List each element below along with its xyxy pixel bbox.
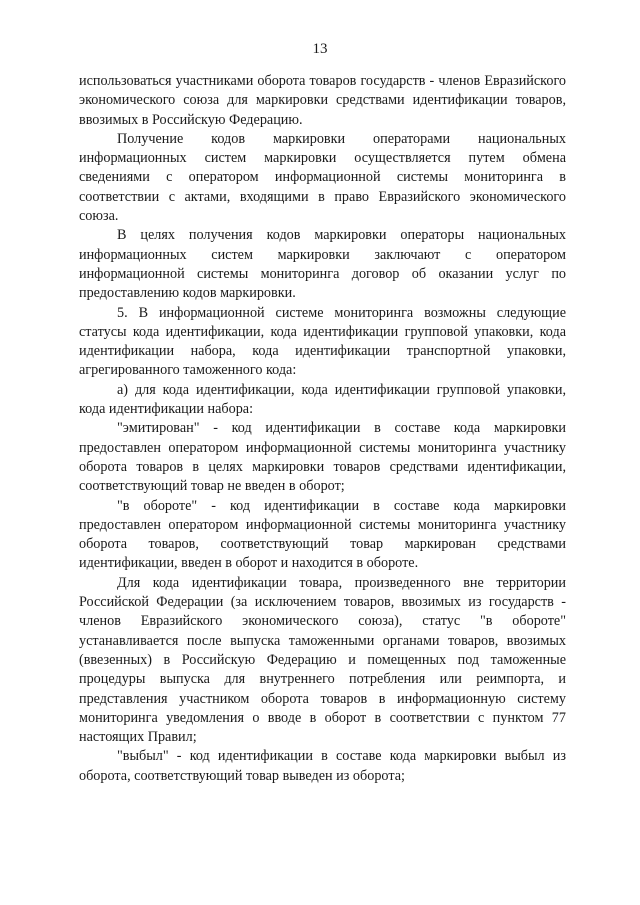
paragraph: Получение кодов маркировки операторами национальных информационных систем маркировки осуществляется путем обмена сведениями с оператором информационной системы мониторинга в соответствии с актами, входящими в право Евразийского экономического союза. [79, 130, 566, 225]
paragraph-subclause-a: а) для кода идентификации, кода идентификации групповой упаковки, кода идентификации набора: [79, 381, 566, 418]
paragraph: Для кода идентификации товара, произведенного вне территории Российской Федерации (за исключением товаров, ввозимых из государств - членов Евразийского экономического союза), статус "в обороте" устанавливается после выпуска таможенными органами товаров, ввозимых (ввезенных) в Российскую Федерацию и помещенных под таможенные процедуры выпуска для внутреннего потребления или реимпорта, и представления участником оборота товаров в информационную систему мониторинга уведомления о вводе в оборот в соответствии с пунктом 77 настоящих Правил; [79, 574, 566, 746]
paragraph: В целях получения кодов маркировки операторы национальных информационных систем маркировки заключают с оператором информационной системы мониторинга договор об оказании услуг по предоставлению кодов маркировки. [79, 227, 566, 302]
paragraph-continuation: использоваться участниками оборота товаров государств - членов Евразийского экономического союза для маркировки средствами идентификации товаров, ввозимых в Российскую Федерацию. [79, 73, 566, 128]
paragraph-clause-5: 5. В информационной системе мониторинга возможны следующие статусы кода идентификации, кода идентификации групповой упаковки, кода идентификации набора, кода идентификации транспортной упаковки, агрегированного таможенного кода: [79, 304, 566, 379]
paragraph-status-in-circulation: "в обороте" - код идентификации в составе кода маркировки предоставлен оператором информационной системы мониторинга участнику оборота товаров, соответствующий товар маркирован средствами идентификации, введен в оборот и находится в обороте. [79, 497, 566, 572]
paragraph-status-emitted: "эмитирован" - код идентификации в составе кода маркировки предоставлен оператором информационной системы мониторинга участнику оборота товаров в целях маркировки товаров средствами идентификации, соответствующий товар не введен в оборот; [79, 420, 566, 495]
paragraph-status-withdrawn: "выбыл" - код идентификации в составе кода маркировки выбыл из оборота, соответствующий товар выведен из оборота; [79, 748, 566, 784]
page-number: 13 [312, 41, 328, 57]
document-body [79, 72, 566, 786]
